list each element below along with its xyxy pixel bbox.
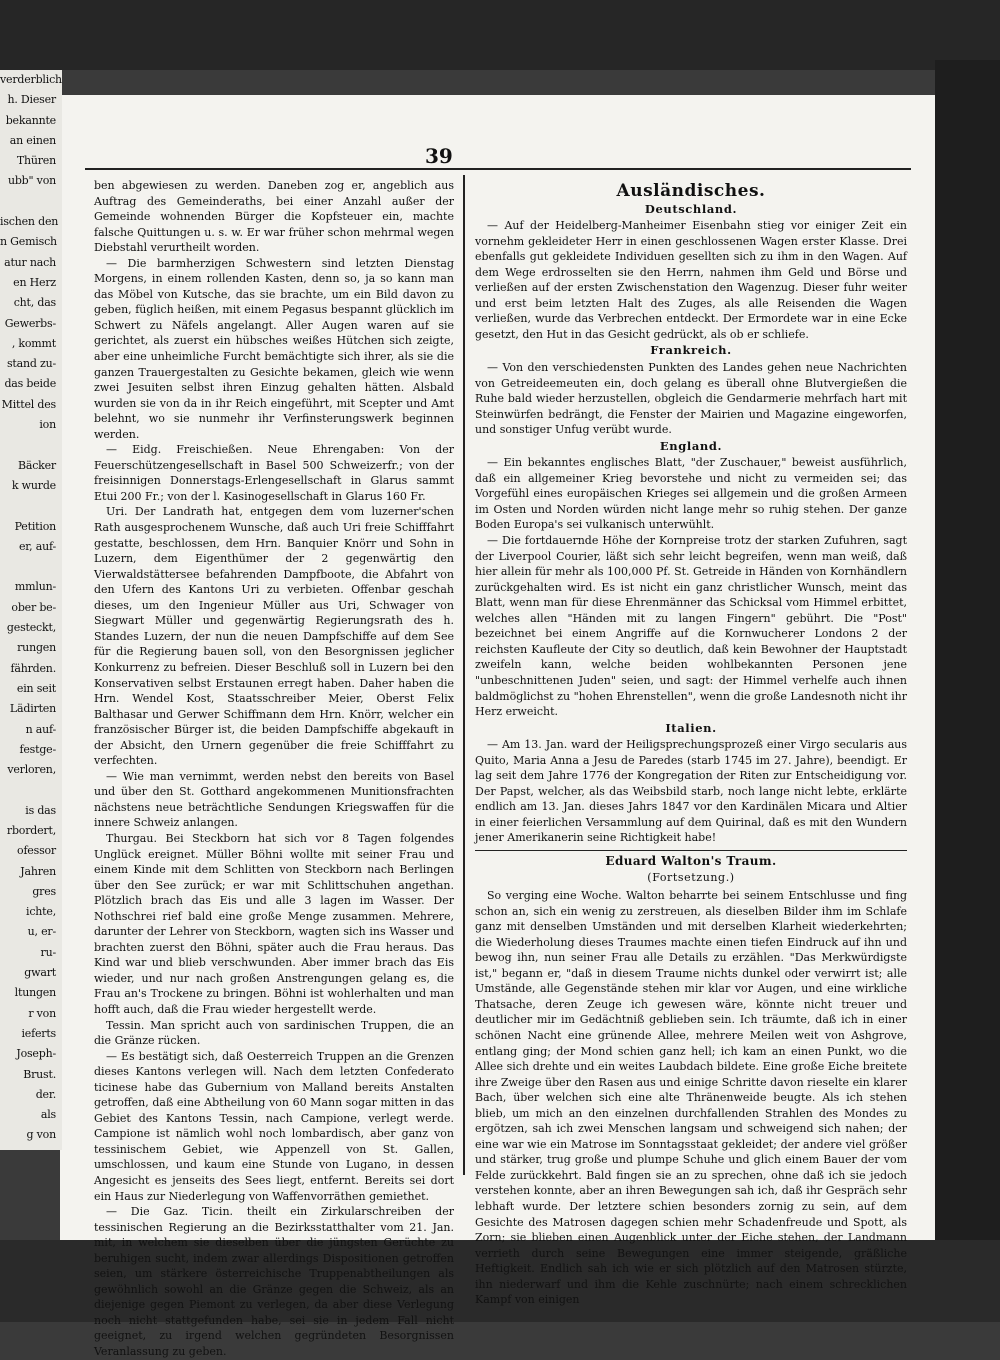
- previous-page-line: ischen den: [0, 215, 59, 229]
- previous-page-line: rungen: [17, 641, 56, 655]
- previous-page-line: gwart: [24, 966, 56, 980]
- story-subtitle: (Fortsetzung.): [647, 870, 735, 884]
- previous-page-line: [0, 435, 62, 455]
- previous-page-line: gres: [32, 884, 56, 898]
- previous-page-line: g von: [26, 1128, 56, 1142]
- previous-page-line: en Herz: [13, 275, 56, 289]
- previous-page-line: stand zu-: [6, 357, 56, 371]
- previous-page-line: verderblich: [0, 73, 62, 86]
- previous-page-line: ieferts: [21, 1026, 56, 1040]
- scan-top-edge: [0, 0, 1000, 70]
- previous-page-line: ru-: [40, 945, 56, 959]
- previous-page-line: Gewerbs-: [4, 316, 56, 330]
- scan-right-edge: [935, 60, 1000, 1322]
- article-paragraph: — Es bestätigt sich, daß Oesterreich Truppen an die Grenzen dieses Kantons verlegen will. Nach dem letzten Confederato ticinese habe das Gubernium von Malland bereits Anstalten getroffen, daß eine Abtheilung von 60 Mann sogar mitten in das Gebiet des Kantons Tessin, nach Campione, verlegt werde. Campione ist nämlich wohl noch lombardisch, aber ganz von tessinischem Gebiet, wie Appenzell von St. Gallen, umschlossen, und kaum eine Stunde von Lugano, in dessen Angesicht es jenseits des Sees liegt, entfernt. Bereits sei dort ein Haus zur Niederlegung von Waffenvorräthen gemiethet.: [94, 1049, 454, 1203]
- article-paragraph: Uri. Der Landrath hat, entgegen dem vom luzerner'schen Rath ausgesprochenem Wunsche, daß auch Uri freie Schifffahrt gestatte, beschlossen, dem Hrn. Banquier Knörr und Sohn in Luzern, dem Eigenthümer der 2 gegenwärtig den Vierwaldstättersee befahrenden Dampfboote, die Abfahrt von den Ufern des Kantons Uri zu verbieten. Offenbar geschah dieses, um den Ingenieur Müller aus Uri, Schwager von Siegwart Müller und gegenwärtig Regierungsrath des h. Standes Luzern, der nun die neuen Dampfschiffe auf dem See für die Regierung bauen soll, von den Besorgnissen jeglicher Konkurrenz zu befreien. Dieser Beschluß soll in Luzern bei den Konservativen selbst Erstaunen erregt haben. Daher haben die Hrn. Wendel Kost, Staatsschreiber Meier, Oberst Felix Balthasar und Gerwer Schiffmann dem Hrn. Knörr, welcher ein französischer Bürger ist, die beiden Dampfschiffe abgekauft in der Absicht, den Urnern gegenüber die freie Schifffahrt zu verfechten.: [94, 505, 454, 768]
- previous-page-line: atur nach: [4, 255, 56, 269]
- previous-page-line: das beide: [4, 377, 56, 391]
- previous-page-line: Petition: [14, 519, 56, 533]
- article-paragraph: — Wie man vernimmt, werden nebst den bereits von Basel und über den St. Gotthard angekommenen Munitionsfrachten nächstens neue beträchtliche Sendungen Kriegswaffen für die innere Schweiz anlangen.: [94, 769, 454, 830]
- article-paragraph: — Die barmherzigen Schwestern sind letzten Dienstag Morgens, in einem rollenden Kasten, denn so, ja so kann man das Möbel von Kutsche, das sie brachte, um ein Bild davon zu geben, füglich heißen, mit einem Pegasus bespannt glücklich im Schwert zu Näfels angelangt. Aller Augen waren auf sie gerichtet, als zuerst ein hübsches weißes Hütchen sich zeigte, aber eine unheimliche Furcht bemächtigte sich ihrer, als sie die ganzen Trauergestalten zu Gesichte bekamen, gleich wie wenn zwei Jesuiten selbst ihren Einzug gehalten hätten. Alsbald wurden sie von da in ihr Reich eingeführt, mit Scepter und Amt belehnt, wo sie nunmehr ihr Verfinsterungswerk beginnen werden.: [94, 256, 454, 441]
- left-column: [94, 178, 454, 1359]
- previous-page-line: [0, 192, 62, 212]
- previous-page-line: mmlun-: [14, 580, 56, 594]
- previous-page-line: fährden.: [10, 661, 56, 675]
- previous-page-line: Thüren: [16, 154, 56, 168]
- previous-page-line: ltungen: [14, 986, 56, 1000]
- previous-page-line: festge-: [19, 742, 56, 756]
- previous-page-line: gesteckt,: [6, 621, 56, 635]
- previous-page-line: Lädirten: [9, 702, 56, 716]
- article-paragraph: Thurgau. Bei Steckborn hat sich vor 8 Tagen folgendes Unglück ereignet. Müller Böhni wollte mit seiner Frau und einem Kinde mit dem Schlitten von Steckborn nach Berlingen über den See zurück; er war mit Schlittschuhen angethan. Plötzlich brach das Eis und alle 3 lagen im Wasser. Der Nothschrei rief bald eine große Menge zusammen. Mehrere, darunter der Lehrer von Steckborn, wagten sich ins Wasser und brachten zuerst den Böhni, später auch die Frau heraus. Das Kind war und blieb verschwunden. Aber immer brach das Eis wieder, und nur nach großen Anstrengungen gelang es, die Frau an's Trockene zu bringen. Böhni ist wohlerhalten und man hofft auch, daß die Frau wieder hergestellt werde.: [94, 831, 454, 1016]
- previous-page-line: als: [40, 1108, 56, 1122]
- story-title: Eduard Walton's Traum.: [605, 853, 777, 868]
- country-heading: Deutschland.: [644, 201, 738, 216]
- previous-page-line: [0, 496, 62, 516]
- story-paragraph: So verging eine Woche. Walton beharrte bei seinem Entschlusse und fing schon an, sich ein wenig zu zerstreuen, als dieselben Bilder ihm im Schlafe ganz mit denselben Umständen und mit derselben Klarheit wiederkehrten; die Wiederholung dieses Traumes machte einen tiefen Eindruck auf ihn und bewog ihn, nun seiner Frau alle Details zu erzählen. "Das Merkwürdigste ist," begann er, "daß in diesem Traume nichts dunkel oder verwirrt ist; alle Umstände, alle Gegenstände stehen mir klar vor Augen, und eine wirkliche Thatsache, deren Zeuge ich gewesen wäre, könnte nicht treuer und deutlicher mir im Gedächtniß geblieben sein. Ich träumte, daß ich in einer schönen Nacht eine grünende Allee, mehrere Meilen weit von Ashgrove, entlang ging; der Mond schien ganz hell; ich kam an einen Punkt, wo die Allee sich drehte und ein weites Laubdach bildete. Eine große Eiche breitete ihre Zweige über den Rasen aus und einige Schritte davon rieselte ein klarer Bach, über welchen sich eine alte Thränenweide beugte. Als ich stehen blieb, um mich an den einzelnen durchfallenden Strahlen des Mondes zu ergötzen, sah ich zwei Menschen langsam und schweigend sich nahen; der eine war wie ein Matrose im Sonntagsstaat gekleidet; der andere viel größer und stärker, trug große und plumpe Schuhe und glich einem Bauer der vom Felde zurückkehrt. Bald fingen sie an zu sprechen, ohne daß ich sie jedoch verstehen konnte, aber an ihren Bewegungen sah ich, daß ihr Gespräch sehr lebhaft wurde. Der letztere schien besonders zornig zu sein, auf dem Gesichte des Matrosen dagegen schien mehr Schadenfreude und Spott, als Zorn; sie blieben einen Augenblick unter der Eiche stehen, der Landmann verrieth durch seine Bewegungen eine immer steigende, gräßliche Heftigkeit. Endlich sah ich wie er sich plötzlich auf den Matrosen stürzte, ihn niederwarf und ihm die Kehle zuschnürte; nach einem schrecklichen Kampf von einigen: [475, 889, 907, 1307]
- country-heading: England.: [659, 438, 723, 453]
- previous-page-line: ober be-: [11, 600, 56, 614]
- previous-page-line: der.: [35, 1087, 56, 1101]
- header-rule: [85, 168, 911, 170]
- previous-page-line: Jahren: [20, 864, 56, 878]
- previous-page-line: is das: [25, 803, 56, 817]
- article-paragraph: — Ein bekanntes englisches Blatt, "der Zuschauer," beweist ausführlich, daß ein allgemeiner Krieg bevorstehe und nicht zu vermeiden sei; das Vorgefühl eines europäischen Krieges sei allgemein und die großen Armeen im Osten und Norden würden nicht lange mehr so ruhig stehen. Der ganze Boden Europa's sei vulkanisch unterwühlt.: [475, 456, 907, 532]
- right-column: [475, 178, 907, 1307]
- country-heading: Italien.: [665, 720, 717, 735]
- article-paragraph: — Die Gaz. Ticin. theilt ein Zirkularschreiben der tessinischen Regierung an die Bezirksstatthalter vom 21. Jan. mit, in welchem sie dieselben über die jüngsten Gerüchte zu beruhigen sucht, indem zwar allerdings Dispositionen getroffen seien, um stärkere österreichische Truppenabtheilungen als gewöhnlich sowohl an die Gränze gegen die Schweiz, als an diejenige gegen Piemont zu verlegen, da aber diese Verlegung noch nicht stattgefunden habe, sei sie in jedem Fall nicht geeignet, zu irgend welchen gegründeten Besorgnissen Veranlassung zu geben.: [94, 1205, 454, 1359]
- story-rule: [475, 850, 907, 851]
- previous-page-line: h. Dieser: [7, 93, 56, 107]
- previous-page-line: ion: [39, 418, 56, 432]
- previous-page-line: , kommt: [11, 336, 56, 350]
- article-paragraph: — Die fortdauernde Höhe der Kornpreise trotz der starken Zufuhren, sagt der Liverpool Courier, läßt sich sehr leicht begreifen, wenn man weiß, daß hier allein für mehr als 100,000 Pf. St. Getreide in Händen von Kornhändlern zurückgehalten wird. Es ist nicht ein ganz christlicher Wunsch, meint das Blatt, wenn man für diese Ehrenmänner das Schicksal vom Himmel erbittet, welches allen "Händen mit zu langen Fingern" gebührt. Die "Post" bezeichnet bei einem Angriffe auf die Kornwucherer Londons 2 der reichsten Kaufleute der City so deutlich, daß kein Bewohner der Hauptstadt zweifeln kann, welche beiden wohlbekannten Personen jene "unbeschnittenen Juden" seien, und sagt: der Himmel verhelfe auch ihnen baldmöglichst zu "hohen Ehrenstellen", wenn die große Landesnoth nicht ihr Herz erweicht.: [475, 534, 907, 719]
- previous-page-line: u, er-: [27, 925, 56, 939]
- previous-page-line: [0, 557, 62, 577]
- previous-page-line: r von: [28, 1006, 56, 1020]
- previous-page-line: Joseph-: [16, 1047, 56, 1061]
- previous-page-line: Bäcker: [17, 458, 56, 472]
- country-heading: Frankreich.: [650, 343, 732, 358]
- article-paragraph: Tessin. Man spricht auch von sardinischen Truppen, die an die Gränze rücken.: [94, 1018, 454, 1048]
- previous-page-line: k wurde: [11, 478, 56, 492]
- previous-page-line: bekannte: [5, 113, 56, 127]
- article-paragraph: — Am 13. Jan. ward der Heiligsprechungsprozeß einer Virgo secularis aus Quito, Maria Anna a Jesu de Paredes (starb 1745 im 27. Jahre), beendigt. Er lag seit dem Jahre 1776 der Kongregation der Riten zur Entscheidigung vor. Der Papst, welcher, als das Weibsbild starb, noch lange nicht lebte, erklärte endlich am 13. Jan. dieses Jahrs 1847 vor den Kardinälen Micara und Altier in einer feierlichen Versammlung auf dem Quirinal, daß es mit den Wundern jener Amerikanerin seine Richtigkeit habe!: [475, 738, 907, 845]
- previous-page-line: cht, das: [13, 296, 56, 310]
- previous-page-line: n auf-: [25, 722, 56, 736]
- previous-page-line: er, auf-: [19, 539, 56, 553]
- previous-page-line: ubb" von: [7, 174, 56, 188]
- column-divider: [463, 175, 465, 1175]
- article-paragraph: — Eidg. Freischießen. Neue Ehrengaben: Von der Feuerschützengesellschaft in Basel 500 Schweizerfr.; von der freisinnigen Donnerstags-Erlengesellschaft in Glarus sammt Etui 200 Fr.; von der l. Kasinogesellschaft in Glarus 160 Fr.: [94, 443, 454, 503]
- previous-page-line: ofessor: [17, 844, 56, 858]
- article-paragraph: — Von den verschiedensten Punkten des Landes gehen neue Nachrichten von Getreideemeuten ein, doch gelang es überall ohne Blutvergießen die Ruhe bald wieder herzustellen, obgleich die Gendarmerie mehrfach hart mit Steinwürfen bedrängt, die Fenster der Mairien und Magazine eingeworfen, und sonstiger Unfug verübt wurde.: [475, 361, 907, 437]
- previous-page-line: Brust.: [23, 1067, 56, 1081]
- previous-page-line: rbordert,: [6, 823, 56, 837]
- section-title: Ausländisches.: [616, 181, 766, 201]
- previous-page-line: an einen: [9, 133, 56, 147]
- previous-page-line: verloren,: [7, 763, 56, 777]
- article-paragraph: — Auf der Heidelberg-Manheimer Eisenbahn stieg vor einiger Zeit ein vornehm gekleideter Herr in einen geschlossenen Wagen erster Klasse. Drei ebenfalls gut gekleidete Individuen gesellten sich zu ihm in den Wagen. Auf dem Wege erdrosselten sie den Herrn, nahmen ihm Geld und Börse und verließen auf der ersten Zwischenstation den Wagenzug. Dieser fuhr weiter und erst beim letzten Halt des Zuges, als alle Reisenden die Wagen verließen, wurde das Verbrechen entdeckt. Der Ermordete war in eine Ecke gesetzt, den Hut in das Gesicht gedrückt, als ob er schliefe.: [475, 219, 907, 341]
- previous-page-line: Mittel des: [1, 397, 56, 411]
- previous-page-line: ein seit: [16, 681, 56, 695]
- previous-page-line: n Gemisch: [0, 235, 57, 249]
- previous-page-line: ichte,: [26, 905, 56, 919]
- article-paragraph: ben abgewiesen zu werden. Daneben zog er, angeblich aus Auftrag des Gemeinderaths, bei einer Anzahl außer der Gemeinde wohnenden Bürger die Kopfsteuer ein, machte falsche Quittungen u. s. w. Er war früher schon mehrmal wegen Diebstahl verurtheilt worden.: [94, 179, 454, 255]
- page-number: 39: [425, 144, 453, 168]
- previous-page-fragment: [0, 70, 62, 1150]
- previous-page-line: [0, 780, 62, 800]
